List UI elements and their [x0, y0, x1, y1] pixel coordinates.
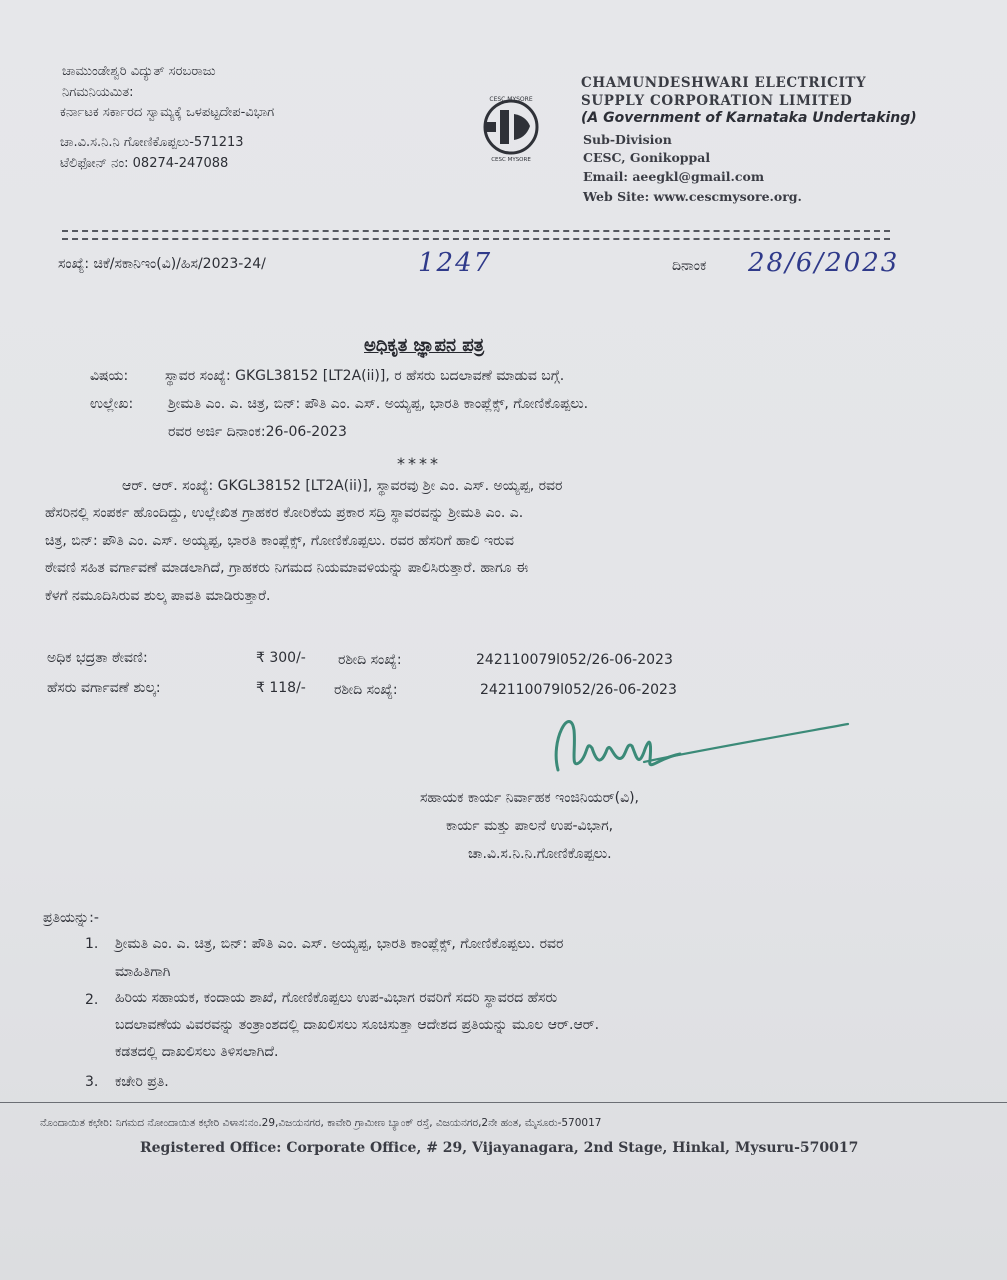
section-stars: ****	[397, 454, 441, 473]
signature	[540, 700, 860, 790]
letterhead-english-line-1: CHAMUNDESHWARI ELECTRICITY	[581, 75, 867, 91]
footer-english: Registered Office: Corporate Office, # 29, Vijayanagara, 2nd Stage, Hinkal, Mysuru-570017	[140, 1140, 859, 1156]
date-handwritten: 28/6/2023	[748, 248, 900, 278]
letterhead-english-line-2: SUPPLY CORPORATION LIMITED	[581, 93, 853, 109]
logo-top-text: CESC MYSORE	[489, 96, 533, 103]
copy-2-line-2: ಬದಲಾವಣೆಯ ವಿವರವನ್ನು ತಂತ್ರಾಂಶದಲ್ಲಿ ದಾಖಲಿಸಲು ಸೂಚಿಸುತ್ತಾ ಆದೇಶದ ಪ್ರತಿಯನ್ನು ಮೂಲ ಆರ್.ಆರ್.	[115, 1017, 600, 1033]
signatory-line-3: ಚಾ.ವಿ.ಸ.ನಿ.ನಿ.ಗೋಣಿಕೊಪ್ಪಲು.	[468, 846, 612, 862]
fee-1-amount: ₹ 300/-	[256, 650, 306, 666]
letterhead-website: Web Site: www.cescmysore.org.	[583, 189, 802, 204]
copy-2-line-3: ಕಡತದಲ್ಲಿ ದಾಖಲಿಸಲು ತಿಳಿಸಲಾಗಿದೆ.	[115, 1044, 279, 1060]
cesc-logo	[470, 92, 552, 162]
fee-1-receipt: 242110079l052/26-06-2023	[476, 652, 673, 668]
letterhead-kannada-line-2: ನಿಗಮನಿಯಮಿತ:	[62, 85, 134, 100]
reference-text-2: ರವರ ಅರ್ಜಿ ದಿನಾಂಕ:26-06-2023	[168, 424, 347, 440]
letterhead-email: Email: aeegkl@gmail.com	[583, 169, 765, 184]
subject-text: ಸ್ಥಾವರ ಸಂಖ್ಯೆ: GKGL38152 [LT2A(ii)], ರ ಹೆಸರು ಬದಲಾವಣೆ ಮಾಡುವ ಬಗ್ಗೆ.	[165, 368, 565, 384]
reference-label: ಉಲ್ಲೇಖ:	[90, 396, 134, 412]
letterhead-english-line-3: (A Government of Karnataka Undertaking)	[581, 110, 917, 126]
copy-1-number: 1.	[85, 936, 99, 952]
copy-2-number: 2.	[85, 992, 99, 1008]
signatory-line-1: ಸಹಾಯಕ ಕಾರ್ಯ ನಿರ್ವಾಹಕ ಇಂಜಿನಿಯರ್(ವಿ),	[420, 790, 640, 806]
signatory-line-2: ಕಾರ್ಯ ಮತ್ತು ಪಾಲನೆ ಉಪ-ವಿಭಾಗ,	[446, 818, 614, 834]
copy-1-line-2: ಮಾಹಿತಿಗಾಗಿ	[115, 964, 171, 980]
copy-3-line-1: ಕಚೇರಿ ಪ್ರತಿ.	[115, 1074, 169, 1090]
reference-number-handwritten: 1247	[418, 248, 493, 278]
header-separator-bottom	[62, 238, 890, 240]
subject-label: ವಿಷಯ:	[90, 368, 129, 384]
reference-number-label: ಸಂಖ್ಯೆ: ಚಿಕೆ/ಸಕಾನಿಇಂ(ವಿ)/ಹಿಸ/2023-24/	[58, 256, 266, 272]
logo-bottom-text: CESC MYSORE	[491, 157, 531, 162]
header-separator-top	[62, 230, 890, 232]
date-label: ದಿನಾಂಕ	[672, 258, 707, 274]
copy-1-line-1: ಶ್ರೀಮತಿ ಎಂ. ಎ. ಚಿತ್ರ, ಬಿನ್: ಪೌತಿ ಎಂ. ಎಸ್. ಅಯ್ಯಪ್ಪ, ಭಾರತಿ ಕಾಂಪ್ಲೆಕ್ಸ್, ಗೋಣಿಕೊಪ್ಪಲು. ರವರ	[115, 936, 564, 952]
letterhead-english-line-4: Sub-Division	[583, 132, 672, 147]
fee-1-label: ಅಧಿಕ ಭದ್ರತಾ ಠೇವಣಿ:	[47, 650, 148, 666]
document-title: ಅಧಿಕೃತ ಜ್ಞಾಪನ ಪತ್ರ	[364, 335, 485, 356]
reference-text: ಶ್ರೀಮತಿ ಎಂ. ಎ. ಚಿತ್ರ, ಬಿನ್: ಪೌತಿ ಎಂ. ಎಸ್. ಅಯ್ಯಪ್ಪ, ಭಾರತಿ ಕಾಂಪ್ಲೆಕ್ಸ್, ಗೋಣಿಕೊಪ್ಪಲು.	[168, 396, 589, 412]
footer-rule	[0, 1102, 1007, 1103]
letterhead-english-line-5: CESC, Gonikoppal	[583, 150, 711, 165]
letterhead-kannada-line-4: ಚಾ.ವಿ.ಸ.ನಿ.ನಿ ಗೋಣಿಕೊಪ್ಪಲು-571213	[60, 135, 244, 150]
fee-1-receipt-label: ರಶೀದಿ ಸಂಖ್ಯೆ:	[338, 652, 402, 668]
copy-2-line-1: ಹಿರಿಯ ಸಹಾಯಕ, ಕಂದಾಯ ಶಾಖೆ, ಗೋಣಿಕೊಪ್ಪಲು ಉಪ-ವಿಭಾಗ ರವರಿಗೆ ಸದರಿ ಸ್ಥಾವರದ ಹೆಸರು	[115, 990, 558, 1006]
letterhead-kannada-line-3: ಕರ್ನಾಟಕ ಸರ್ಕಾರದ ಸ್ವಾಮ್ಯಕ್ಕೆ ಒಳಪಟ್ಟದೇಪ-ವಿಭಾಗ	[60, 105, 275, 120]
fee-2-receipt-label: ರಶೀದಿ ಸಂಖ್ಯೆ:	[334, 682, 398, 698]
body-line-5: ಕೆಳಗೆ ನಮೂದಿಸಿರುವ ಶುಲ್ಕ ಪಾವತಿ ಮಾಡಿರುತ್ತಾರೆ.	[45, 588, 271, 604]
fee-2-label: ಹೆಸರು ವರ್ಗಾವಣೆ ಶುಲ್ಕ:	[47, 680, 161, 696]
copies-label: ಪ್ರತಿಯನ್ನು:-	[43, 910, 99, 926]
copy-3-number: 3.	[85, 1074, 99, 1090]
fee-2-receipt: 242110079l052/26-06-2023	[480, 682, 677, 698]
body-line-1: ಆರ್. ಆರ್. ಸಂಖ್ಯೆ: GKGL38152 [LT2A(ii)], ಸ್ಥಾವರವು ಶ್ರೀ ಎಂ. ಎಸ್. ಅಯ್ಯಪ್ಪ, ರವರ	[122, 478, 563, 494]
footer-kannada: ನೊಂದಾಯಿತ ಕಛೇರಿ: ನಿಗಮದ ನೋಂದಾಯಿತ ಕಛೇರಿ ವಿಳಾಸ:ನಂ.29,ವಿಜಯನಗರ, ಕಾವೇರಿ ಗ್ರಾಮೀಣ ಬ್ಯಾಂಕ್ ರಸ್ತೆ, ವಿಜಯನಗರ,2ನೇ ಹಂತ, ಮೈಸೂರು-570017	[40, 1117, 602, 1129]
body-line-4: ಠೇವಣಿ ಸಹಿತ ವರ್ಗಾವಣೆ ಮಾಡಲಾಗಿದೆ, ಗ್ರಾಹಕರು ನಿಗಮದ ನಿಯಮಾವಳಿಯನ್ನು ಪಾಲಿಸಿರುತ್ತಾರೆ. ಹಾಗೂ ಈ	[45, 560, 529, 576]
body-line-2: ಹೆಸರಿನಲ್ಲಿ ಸಂಪರ್ಕ ಹೊಂದಿದ್ದು, ಉಲ್ಲೇಖಿತ ಗ್ರಾಹಕರ ಕೋರಿಕೆಯ ಪ್ರಕಾರ ಸದ್ರಿ ಸ್ಥಾವರವನ್ನು ಶ್ರೀಮತಿ ಎಂ. ಎ.	[45, 505, 524, 521]
fee-2-amount: ₹ 118/-	[256, 680, 306, 696]
letterhead-kannada-line-1: ಚಾಮುಂಡೇಶ್ವರಿ ವಿದ್ಯುತ್ ಸರಬರಾಜು	[62, 64, 216, 79]
body-line-3: ಚಿತ್ರ, ಬಿನ್: ಪೌತಿ ಎಂ. ಎಸ್. ಅಯ್ಯಪ್ಪ, ಭಾರತಿ ಕಾಂಪ್ಲೆಕ್ಸ್, ಗೋಣಿಕೊಪ್ಪಲು. ರವರ ಹೆಸರಿಗೆ ಹಾಲಿ ಇರುವ	[45, 533, 514, 549]
letterhead-kannada-line-5: ಟೆಲಿಫೋನ್ ನಂ: 08274-247088	[60, 156, 229, 171]
